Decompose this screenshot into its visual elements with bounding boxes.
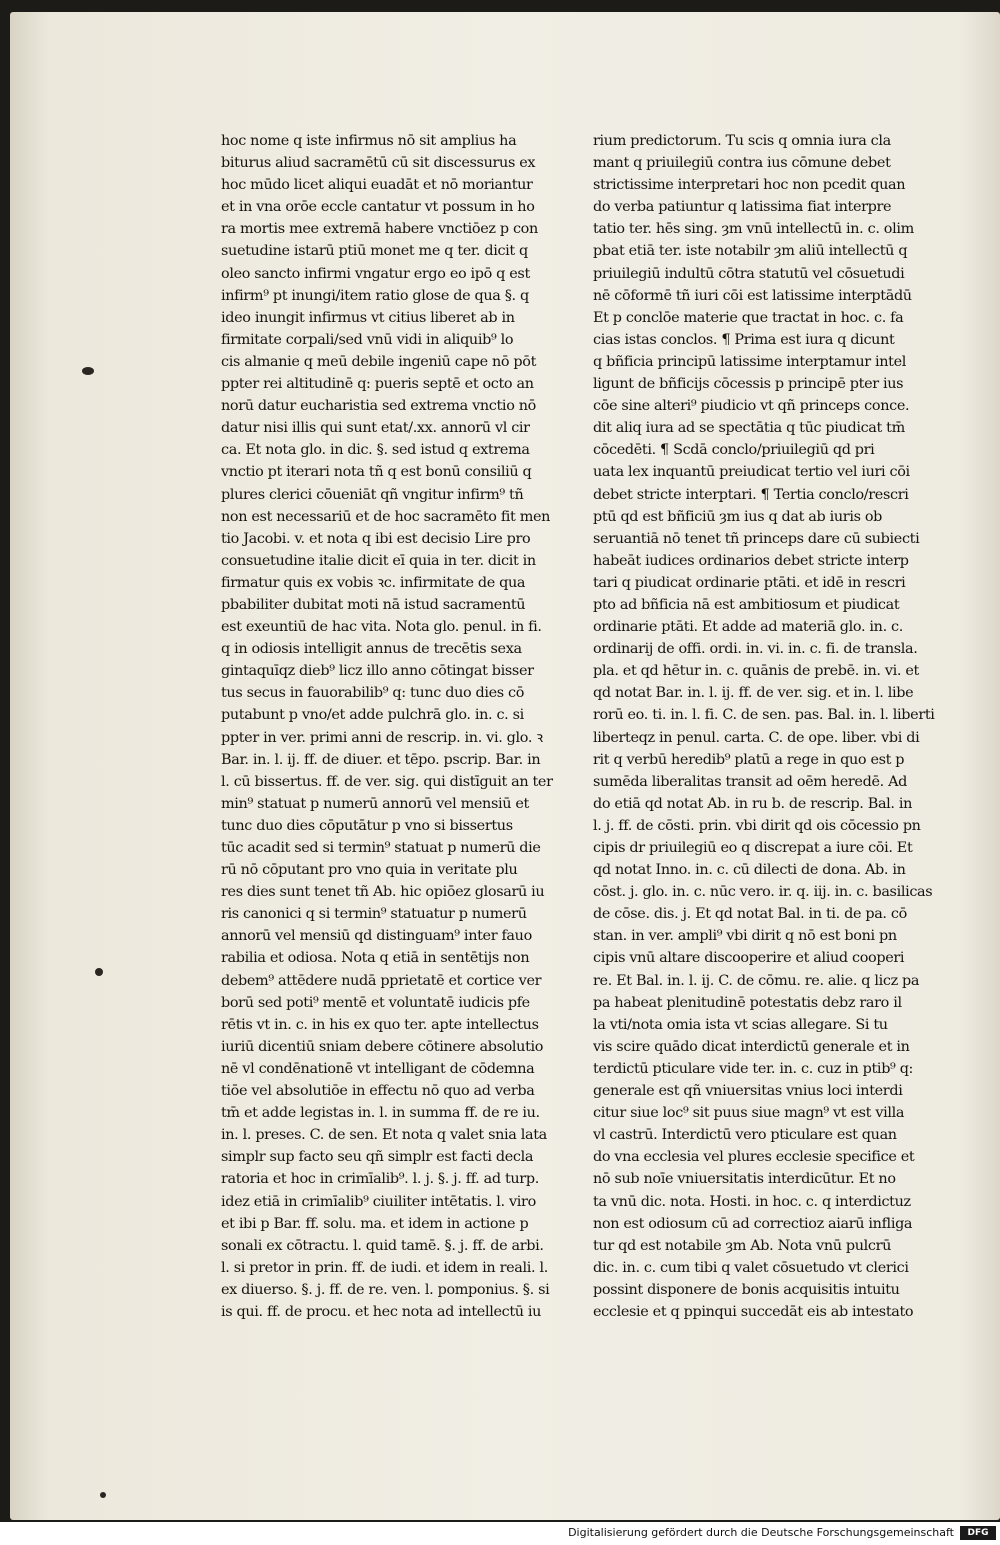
funding-credit: Digitalisierung gefördert durch die Deutsche Forschungsgemeinschaft	[568, 1526, 954, 1539]
text-line: iuriū dicentiū sniam debere cōtinere absolutio	[221, 1038, 544, 1055]
text-line: sumēda liberalitas transit ad oēm heredē. Ad	[593, 773, 907, 790]
text-line: ex diuerso. §. j. ff. de re. ven. l. pomponius. §. si	[221, 1281, 550, 1298]
text-line: hoc nome q iste infirmus nō sit amplius ha	[221, 133, 517, 149]
text-line: habeāt iudices ordinarios debet stricte interp	[593, 552, 909, 569]
text-line: qd notat Bar. in. l. ij. ff. de ver. sig. et in. l. libe	[593, 685, 914, 702]
text-line: vnctio pt iterari nota tñ q est bonū consiliū q	[221, 464, 532, 481]
text-line: pto ad bñficia nā est ambitiosum et piudicat	[593, 596, 900, 613]
footer-bar	[0, 1522, 1000, 1545]
text-line: Bar. in. l. ij. ff. de diuer. et tēpo. pscrip. Bar. in	[221, 751, 541, 768]
right-text-column	[593, 130, 959, 1323]
text-line: terdictū pticulare vide ter. in. c. cuz in ptib⁹ q:	[593, 1060, 914, 1077]
text-line: l. si pretor in prin. ff. de iudi. et idem in reali. l.	[221, 1259, 548, 1276]
text-line: citur siue loc⁹ sit puus siue magn⁹ vt est villa	[593, 1105, 905, 1122]
text-line: datur nisi illis qui sunt etat/.xx. annorū vl cir	[221, 420, 530, 437]
text-line: ordinarie ptāti. Et adde ad materiā glo. in. c.	[593, 619, 903, 636]
text-line: nē cōformē tñ iuri cōi est latissime interptādū	[593, 287, 912, 304]
text-line: ris canonici q si termin⁹ statuatur p numerū	[221, 906, 527, 923]
text-line: est exeuntiū de hac vita. Nota glo. penul. in fi.	[221, 619, 542, 636]
text-line: biturus aliud sacramētū cū sit discessurus ex	[221, 155, 536, 172]
text-line: cias istas conclos. ¶ Prima est iura q dicunt	[593, 331, 895, 348]
text-line: ecclesie et q ppinqui succedāt eis ab intestato	[593, 1303, 914, 1320]
text-line: tio Jacobi. v. et nota q ibi est decisio Lire pro	[221, 530, 531, 547]
text-line: ligunt de bñficijs cōcessis p principē pter ius	[593, 376, 904, 393]
text-line: do vna ecclesia vel plures ecclesie specifice et	[593, 1149, 915, 1166]
text-line: nō sub noīe vniuersitatis interdicūtur. Et no	[593, 1171, 896, 1188]
text-line: cōst. j. glo. in. c. nūc vero. ir. q. iij. in. c. basilicas	[593, 884, 933, 901]
text-line: debem⁹ attēdere nudā pprietatē et cortice ver	[221, 972, 542, 989]
text-line: tm̄ et adde legistas in. l. in summa ff. de re iu.	[221, 1105, 540, 1122]
text-line: tari q piudicat ordinarie ptāti. et idē in rescri	[593, 574, 906, 591]
ink-spot	[100, 1492, 106, 1498]
text-line: mant q priuilegiū contra ius cōmune debet	[593, 155, 891, 172]
text-line: rabilia et odiosa. Nota q etiā in sentētijs non	[221, 950, 530, 967]
text-line: borū sed poti⁹ mentē et voluntatē iudicis pfe	[221, 994, 530, 1011]
text-line: possint disponere de bonis acquisitis intuitu	[593, 1281, 900, 1298]
text-line: firmatur quis ex vobis ꝛc. infirmitate de qua	[221, 574, 526, 591]
text-line: idez etiā in crimīalib⁹ ciuiliter intētatis. l. viro	[221, 1193, 536, 1210]
text-line: sonali ex cōtractu. l. quid tamē. §. j. ff. de arbi.	[221, 1237, 544, 1254]
text-line: vl castrū. Interdictū vero pticulare est quan	[593, 1127, 897, 1144]
text-line: et in vna orōe eccle cantatur vt possum in ho	[221, 199, 535, 216]
text-line: et ibi p Bar. ff. solu. ma. et idem in actione p	[221, 1215, 529, 1232]
left-text-column	[221, 130, 573, 1323]
text-line: rium predictorum. Tu scis q omnia iura cla	[593, 133, 891, 149]
text-line: rit q verbū heredib⁹ platū a rege in quo est p	[593, 751, 905, 768]
text-line: pbabiliter dubitat moti nā istud sacramentū	[221, 596, 526, 613]
text-line: tur qd est notabile ȝm Ab. Nota vnū pulcrū	[593, 1237, 892, 1254]
text-line: in. l. preses. C. de sen. Et nota q valet snia lata	[221, 1127, 547, 1144]
text-line: cipis vnū altare discooperire et aliud cooperi	[593, 950, 905, 967]
text-line: ratoria et hoc in crimīalib⁹. l. j. §. j. ff. ad turp.	[221, 1171, 539, 1188]
text-line: rū nō cōputant pro vno quia in veritate plu	[221, 862, 518, 879]
text-line: putabunt p vno/et adde pulchrā glo. in. c. si	[221, 707, 524, 724]
dfg-logo: DFG	[960, 1526, 996, 1540]
ink-spot	[82, 367, 94, 375]
text-line: gintaquīqz dieb⁹ licz illo anno cōtingat bisser	[221, 663, 534, 680]
text-line: pla. et qd hētur in. c. quānis de prebē. in. vi. et	[593, 663, 919, 680]
text-line: re. Et Bal. in. l. ij. C. de cōmu. re. alie. q licz pa	[593, 972, 920, 989]
text-line: uata lex inquantū preiudicat tertio vel iuri cōi	[593, 464, 910, 481]
text-line: ra mortis mee extremā habere vnctiōez p con	[221, 221, 538, 238]
text-line: plures clerici cōueniāt qñ vngitur infirm⁹ tñ	[221, 486, 524, 503]
text-line: ideo inungit infirmus vt citius liberet ab in	[221, 309, 515, 326]
text-line: tiōe vel absolutiōe in effectu nō quo ad verba	[221, 1083, 535, 1100]
text-line: do verba patiuntur q latissima fiat interpre	[593, 199, 892, 216]
text-line: generale est qñ vniuersitas vnius loci interdi	[593, 1083, 903, 1100]
text-line: tus secus in fauorabilib⁹ q: tunc duo dies cō	[221, 685, 525, 702]
text-line: tunc duo dies cōputātur p vno si bissertus	[221, 817, 513, 834]
text-line: cōcedēti. ¶ Scdā conclo/priuilegiū qd pri	[593, 442, 875, 459]
text-line: ordinarij de offi. ordi. in. vi. in. c. fi. de transla.	[593, 641, 918, 658]
text-line: infirm⁹ pt inungi/item ratio glose de qua §. q	[221, 287, 529, 304]
text-line: liberteqz in penul. carta. C. de ope. liber. vbi di	[593, 729, 920, 746]
text-line: debet stricte interptari. ¶ Tertia conclo/rescri	[593, 486, 909, 503]
text-line: cōe sine alteri⁹ piudicio vt qñ princeps conce.	[593, 398, 910, 415]
text-line: ptū qd est bñficiū ȝm ius q dat ab iuris ob	[593, 508, 883, 525]
text-line: oleo sancto infirmi vngatur ergo eo ipō q est	[221, 265, 530, 282]
text-line: nē vl condēnationē vt intelligant de cōdemna	[221, 1060, 535, 1077]
text-line: annorū vel mensiū qd distinguam⁹ inter fauo	[221, 928, 532, 945]
text-line: suetudine istarū ptiū monet me q ter. dicit q	[221, 243, 528, 260]
text-line: l. cū bissertus. ff. de ver. sig. qui distīguit an ter	[221, 773, 553, 790]
text-line: ta vnū dic. nota. Hosti. in hoc. c. q interdictuz	[593, 1193, 911, 1210]
text-line: pbat etiā ter. iste notabilr ȝm aliū intellectū q	[593, 243, 908, 260]
text-line: q bñficia principū latissime interptamur intel	[593, 353, 907, 370]
text-line: dic. in. c. cum tibi q valet cōsuetudo vt clerici	[593, 1259, 909, 1276]
text-line: min⁹ statuat p numerū annorū vel mensiū et	[221, 795, 529, 812]
text-line: do etiā qd notat Ab. in ru b. de rescrip. Bal. in	[593, 795, 913, 812]
text-line: strictissime interpretari hoc non pcedit quan	[593, 177, 906, 194]
text-line: is qui. ff. de procu. et hec nota ad intellectū iu	[221, 1303, 542, 1320]
text-line: pa habeat plenitudinē potestatis debz raro il	[593, 994, 902, 1011]
text-line: qd notat Inno. in. c. cū dilecti de dona. Ab. in	[593, 862, 906, 879]
text-line: rorū eo. ti. in. l. fi. C. de sen. pas. Bal. in. l. liberti	[593, 707, 935, 724]
text-line: rētis vt in. c. in his ex quo ter. apte intellectus	[221, 1016, 539, 1033]
text-line: Et p conclōe materie que tractat in hoc. c. fa	[593, 309, 904, 326]
text-line: firmitate corpali/sed vnū vidi in aliquib⁹ lo	[221, 331, 514, 348]
text-line: res dies sunt tenet tñ Ab. hic opiōez glosarū iu	[221, 884, 545, 901]
text-line: norū datur eucharistia sed extrema vnctio nō	[221, 398, 536, 415]
text-line: cis almanie q meū debile ingeniū cape nō pōt	[221, 353, 537, 370]
text-line: tatio ter. hēs sing. ȝm vnū intellectū in. c. olim	[593, 221, 914, 238]
text-line: de cōse. dis. j. Et qd notat Bal. in ti. de pa. cō	[593, 906, 907, 923]
text-line: stan. in ver. ampli⁹ vbi dirit q nō est boni pn	[593, 928, 897, 945]
text-line: non est odiosum cū ad correctioz aiarū infliga	[593, 1215, 913, 1232]
text-line: seruantiā nō tenet tñ princeps dare cū subiecti	[593, 530, 920, 547]
text-line: priuilegiū indultū cōtra statutū vel cōsuetudi	[593, 265, 905, 282]
text-line: ppter in ver. primi anni de rescrip. in. vi. glo. ꝛ	[221, 729, 543, 746]
text-line: hoc mūdo licet aliqui euadāt et nō moriantur	[221, 177, 533, 194]
text-line: dit aliq iura ad se spectātia q tūc piudicat tm̄	[593, 420, 905, 437]
text-line: l. j. ff. de cōsti. prin. vbi dirit qd ois cōcessio pn	[593, 817, 921, 834]
text-line: cipis dr priuilegiū eo q discrepat a iure cōi. Et	[593, 840, 913, 856]
text-line: q in odiosis intelligit annus de trecētis sexa	[221, 641, 522, 658]
text-line: vis scire quādo dicat interdictū generale et in	[593, 1038, 910, 1055]
ink-spot	[95, 968, 103, 976]
text-line: consuetudine italie dicit eī quia in ter. dicit in	[221, 552, 536, 569]
text-line: tūc acadit sed si termin⁹ statuat p numerū die	[221, 840, 541, 856]
text-line: ca. Et nota glo. in dic. §. sed istud q extrema	[221, 442, 530, 459]
text-line: non est necessariū et de hoc sacramēto fit men	[221, 508, 551, 525]
text-line: la vti/nota omia ista vt scias allegare. Si tu	[593, 1016, 888, 1033]
text-line: simplr sup facto seu qñ simplr est facti decla	[221, 1149, 534, 1166]
text-line: ppter rei altitudinē q: pueris septē et octo an	[221, 376, 534, 393]
